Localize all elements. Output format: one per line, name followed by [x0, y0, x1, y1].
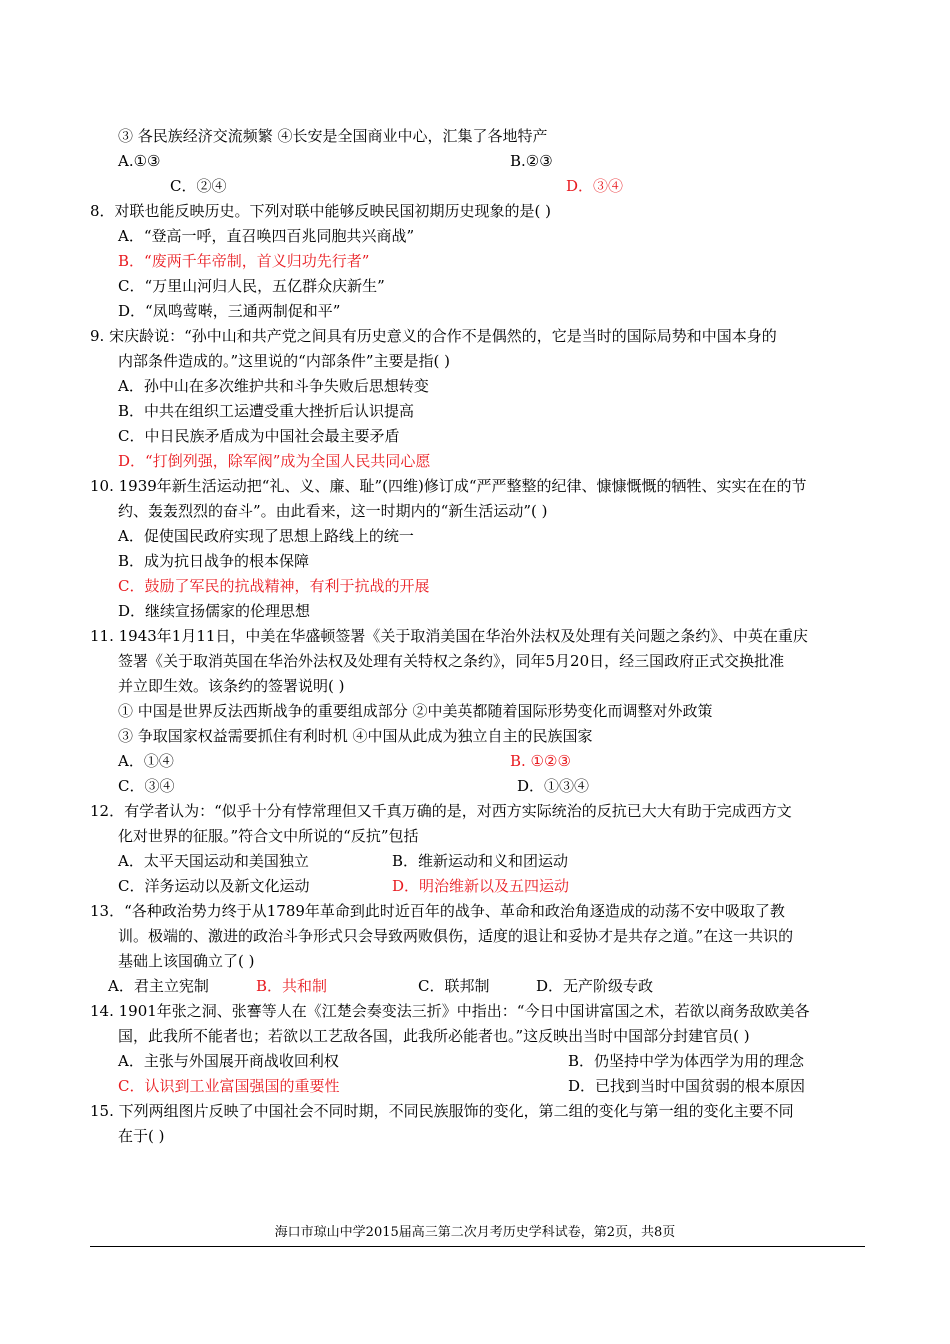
- text-line: B.②③: [510, 152, 553, 170]
- text-line: C．“万里山河归人民，五亿群众庆新生”: [118, 277, 385, 295]
- text-line: B．中共在组织工运遭受重大挫折后认识提高: [118, 402, 415, 420]
- text-line: B．仍坚持中学为体西学为用的理念: [568, 1052, 805, 1070]
- text-line: 化对世界的征服。”符合文中所说的“反抗”包括: [118, 827, 419, 845]
- text-line: B．“废两千年帝制，首义归功先行者”: [118, 252, 370, 270]
- text-line: C．洋务运动以及新文化运动: [118, 877, 310, 895]
- text-line: 12．有学者认为：“似乎十分有悖常理但又千真万确的是，对西方实际统治的反抗已大大有助于完成西方文: [90, 802, 792, 820]
- text-line: B．共和制: [256, 977, 328, 995]
- text-line: A.①③: [118, 152, 161, 170]
- text-line: D．明治维新以及五四运动: [392, 877, 570, 895]
- text-line: D．继续宣扬儒家的伦理思想: [118, 602, 311, 620]
- text-line: 签署《关于取消英国在华治外法权及处理有关特权之条约》，同年5月20日，经三国政府正式交换批准: [118, 652, 785, 670]
- text-line: 基础上该国确立了( ): [118, 952, 255, 970]
- text-line: A．促使国民政府实现了思想上路线上的统一: [118, 527, 414, 545]
- text-line: D．“打倒列强，除军阀”成为全国人民共同心愿: [118, 452, 431, 470]
- text-line: 8．对联也能反映历史。下列对联中能够反映民国初期历史现象的是( ): [90, 202, 552, 220]
- text-line: A．①④: [118, 752, 174, 770]
- text-line: 并立即生效。该条约的签署说明( ): [118, 677, 345, 695]
- footer-rule: [90, 1246, 865, 1247]
- text-line: ③ 争取国家权益需要抓住有利时机 ④中国从此成为独立自主的民族国家: [118, 727, 593, 745]
- text-line: D．③④: [566, 177, 624, 195]
- text-line: C．鼓励了军民的抗战精神，有利于抗战的开展: [118, 577, 430, 595]
- text-line: 9. 宋庆龄说：“孙中山和共产党之间具有历史意义的合作不是偶然的，它是当时的国际局势和中国本身的: [90, 327, 777, 345]
- text-line: B. ①②③: [510, 752, 571, 770]
- text-line: 11. 1943年1月11日，中美在华盛顿签署《关于取消美国在华治外法权及处理有关问题之条约》、中英在重庆: [90, 627, 808, 645]
- text-line: B．维新运动和义和团运动: [392, 852, 569, 870]
- text-line: A．君主立宪制: [108, 977, 209, 995]
- text-line: ① 中国是世界反法西斯战争的重要组成部分 ②中美英都随着国际形势变化而调整对外政策: [118, 702, 713, 720]
- text-line: A．太平天国运动和美国独立: [118, 852, 309, 870]
- text-line: 13．“各种政治势力终于从1789年革命到此时近百年的战争、革命和政治角逐造成的动荡不安中吸取了教: [90, 902, 785, 920]
- text-line: 训。极端的、激进的政治斗争形式只会导致两败俱伤，适度的退让和妥协才是共存之道。”在这一共识的: [118, 927, 794, 945]
- text-line: ③ 各民族经济交流频繁 ④长安是全国商业中心，汇集了各地特产: [118, 127, 548, 145]
- text-line: D．①③④: [517, 777, 590, 795]
- text-line: B．成为抗日战争的根本保障: [118, 552, 310, 570]
- text-line: A．主张与外国展开商战收回利权: [118, 1052, 339, 1070]
- text-line: A．孙中山在多次维护共和斗争失败后思想转变: [118, 377, 429, 395]
- text-line: C．中日民族矛盾成为中国社会最主要矛盾: [118, 427, 400, 445]
- text-line: 约、轰轰烈烈的奋斗”。由此看来，这一时期内的“新生活运动”( ): [118, 502, 548, 520]
- text-line: C．②④: [170, 177, 227, 195]
- text-line: D．“凤鸣莺啭，三通两制促和平”: [118, 302, 341, 320]
- text-line: C．③④: [118, 777, 175, 795]
- page-footer: 海口市琼山中学2015届高三第二次月考历史学科试卷，第2页，共8页: [274, 1225, 676, 1240]
- text-line: C．认识到工业富国强国的重要性: [118, 1077, 340, 1095]
- text-line: C．联邦制: [418, 977, 490, 995]
- text-line: 14. 1901年张之洞、张謇等人在《江楚会奏变法三折》中指出：“今日中国讲富国之术，若欲以商务敌欧美各: [90, 1002, 810, 1020]
- text-line: 内部条件造成的。”这里说的“内部条件”主要是指( ): [118, 352, 450, 370]
- text-line: 国，此我所不能者也；若欲以工艺敌各国，此我所必能者也。”这反映出当时中国部分封建官员( ): [118, 1027, 750, 1045]
- text-line: D．无产阶级专政: [536, 977, 654, 995]
- text-line: A．“登高一呼，直召唤四百兆同胞共兴商战”: [118, 227, 415, 245]
- text-line: 10. 1939年新生活运动把“礼、义、廉、耻”(四维)修订成“严严整整的纪律、慷慷慨慨的牺牲、实实在在的节: [90, 477, 807, 495]
- text-line: D．已找到当时中国贫弱的根本原因: [568, 1077, 806, 1095]
- text-line: 在于( ): [118, 1127, 165, 1145]
- text-line: 15. 下列两组图片反映了中国社会不同时期，不同民族服饰的变化，第二组的变化与第一组的变化主要不同: [90, 1102, 794, 1120]
